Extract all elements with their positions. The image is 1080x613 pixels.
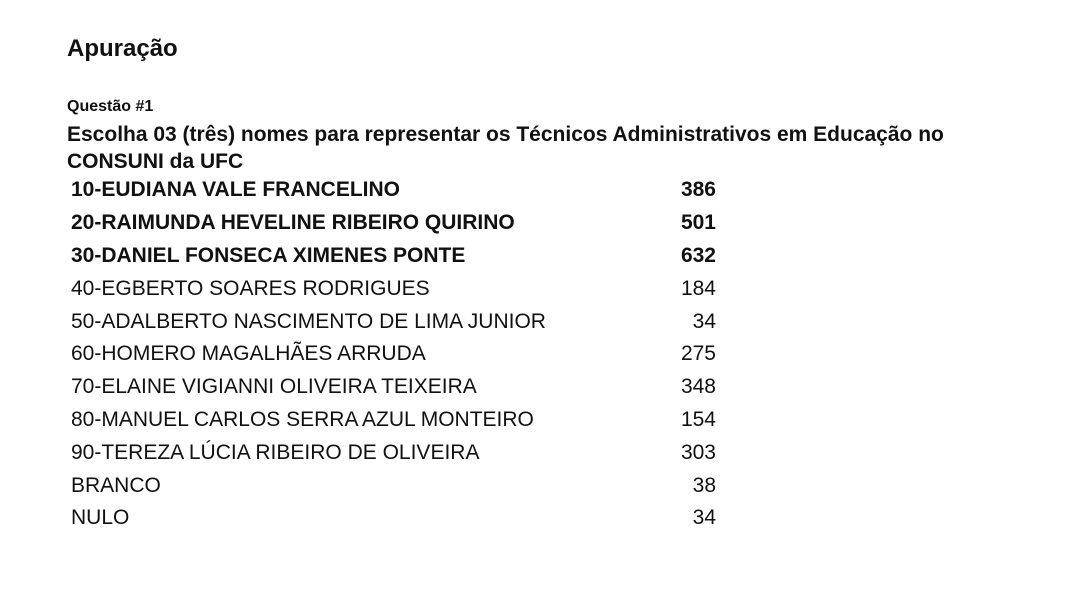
vote-count: 632 <box>680 243 716 267</box>
candidate-name: 80-MANUEL CARLOS SERRA AZUL MONTEIRO <box>71 407 534 431</box>
null-votes-label: NULO <box>71 506 130 530</box>
result-row <box>71 272 716 305</box>
vote-count: 34 <box>692 309 716 333</box>
candidate-name: 70-ELAINE VIGIANNI OLIVEIRA TEIXEIRA <box>71 375 477 399</box>
vote-count: 303 <box>680 440 716 464</box>
candidate-name: 10-EUDIANA VALE FRANCELINO <box>71 178 401 202</box>
vote-count: 386 <box>680 178 716 202</box>
vote-count: 501 <box>680 211 716 235</box>
result-row <box>71 305 716 338</box>
result-row <box>71 404 716 437</box>
candidate-name: 50-ADALBERTO NASCIMENTO DE LIMA JUNIOR <box>71 309 546 333</box>
blank-votes-label: BRANCO <box>71 473 161 497</box>
vote-count: 184 <box>680 276 716 300</box>
vote-count: 348 <box>680 375 716 399</box>
vote-count: 38 <box>692 473 716 497</box>
vote-count: 34 <box>692 506 716 530</box>
question-text: Escolha 03 (três) nomes para representar os Técnicos Administrativos em Educação no CONSUNI da UFC <box>67 123 944 173</box>
result-row <box>71 207 716 240</box>
vote-count: 275 <box>680 342 716 366</box>
candidate-name: 20-RAIMUNDA HEVELINE RIBEIRO QUIRINO <box>71 211 515 235</box>
result-row <box>71 469 716 502</box>
results-list <box>71 174 716 535</box>
result-row <box>71 502 716 535</box>
vote-count: 154 <box>680 407 716 431</box>
result-row <box>71 240 716 273</box>
page-title: Apuração <box>67 35 178 62</box>
result-row <box>71 174 716 207</box>
result-row <box>71 371 716 404</box>
candidate-name: 40-EGBERTO SOARES RODRIGUES <box>71 276 430 300</box>
candidate-name: 60-HOMERO MAGALHÃES ARRUDA <box>71 342 426 366</box>
question-label: Questão #1 <box>67 98 154 115</box>
result-row <box>71 338 716 371</box>
candidate-name: 90-TEREZA LÚCIA RIBEIRO DE OLIVEIRA <box>71 440 480 464</box>
result-row <box>71 436 716 469</box>
candidate-name: 30-DANIEL FONSECA XIMENES PONTE <box>71 243 466 267</box>
